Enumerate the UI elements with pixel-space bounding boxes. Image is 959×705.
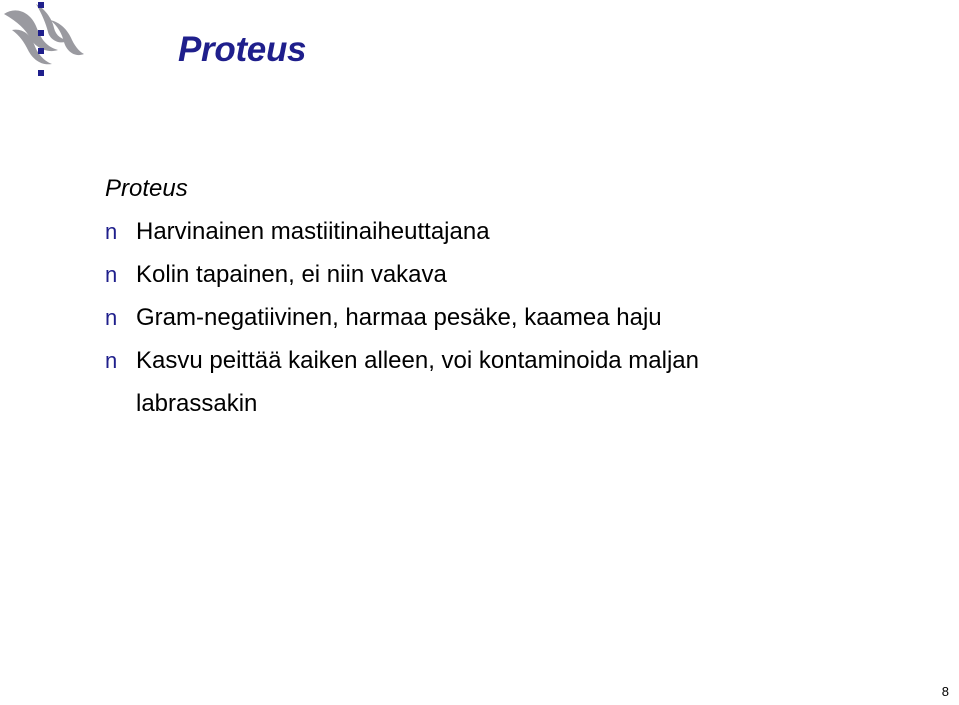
- bullet-text: Gram-negatiivinen, harmaa pesäke, kaamea haju: [136, 303, 662, 331]
- bullet-marker: n: [105, 261, 118, 287]
- slide-subheading: Proteus: [105, 175, 188, 202]
- bullet-item: [105, 296, 925, 339]
- bullet-text: Harvinainen mastiitinaiheuttajana: [136, 217, 490, 245]
- bullet-item: [105, 253, 925, 296]
- slide-title: Proteus: [178, 30, 307, 69]
- bullet-marker: n: [105, 218, 118, 244]
- bullet-text: Kolin tapainen, ei niin vakava: [136, 260, 447, 288]
- slide-content: [105, 175, 925, 425]
- bullet-marker: n: [105, 304, 118, 330]
- bullet-marker: n: [105, 347, 118, 373]
- bullet-list: [105, 210, 925, 425]
- bullet-item: [105, 339, 925, 425]
- bullet-item: [105, 210, 925, 253]
- page-number: 8: [941, 684, 949, 699]
- university-flame-logo-icon: [0, 0, 86, 80]
- bullet-text: Kasvu peittää kaiken alleen, voi kontaminoida maljan labrassakin: [136, 346, 700, 417]
